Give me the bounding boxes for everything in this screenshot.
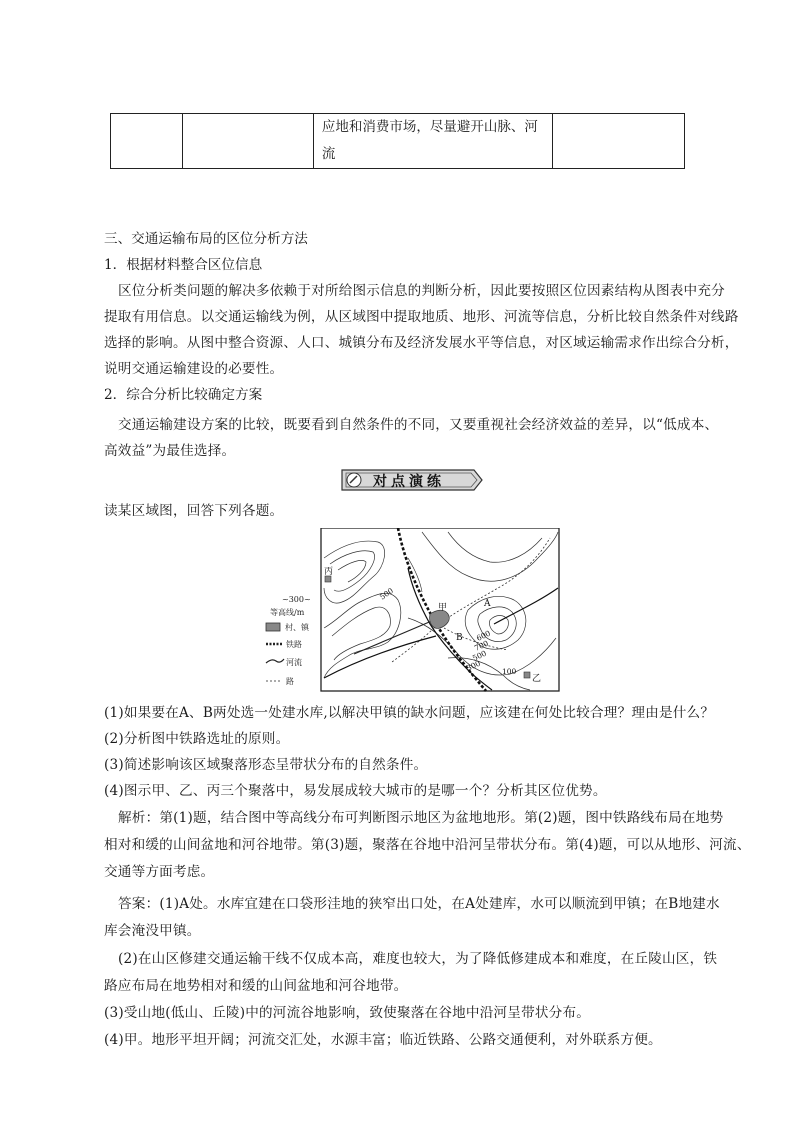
river-icon <box>266 659 284 663</box>
label-contour-500b: 500 <box>471 648 488 663</box>
section-title: 三、交通运输布局的区位分析方法 <box>104 231 308 247</box>
legend-road: 路 <box>286 677 294 686</box>
subheading-1: 1．根据材料整合区位信息 <box>104 257 263 273</box>
label-yi: 乙 <box>532 674 542 684</box>
settlement-yi <box>524 672 530 678</box>
table-cell <box>182 114 313 169</box>
legend-village: 村、镇 <box>285 623 309 632</box>
paragraph-line: 区位分析类问题的解决多依赖于对所给图示信息的判断分析，因此要按照区位因素结构从图表中充分 <box>118 283 725 299</box>
question-4: (4)图示甲、乙、丙三个聚落中，易发展成较大城市的是哪一个？分析其区位优势。 <box>104 783 607 799</box>
continuation-table <box>110 113 685 169</box>
region-map <box>258 528 562 693</box>
legend-contour-label: 等高线/m <box>270 608 305 617</box>
analysis-line: 相对和缓的山间盆地和河谷地带。第(3)题，聚落在谷地中沿河呈带状分布。第(4)题，可以从地形、河流、 <box>104 837 751 853</box>
table-cell-line-1: 应地和消费市场，尽量避开山脉、河 <box>321 119 538 135</box>
paragraph-line: 说明交通运输建设的必要性。 <box>104 361 284 377</box>
answer-1-line: 答案：(1)A处。水库宜建在口袋形洼地的狭窄出口处，在A处建库，水可以顺流到甲镇；在B地建水 <box>118 896 720 912</box>
question-1: (1)如果要在A、B两处选一处建水库,以解决甲镇的缺水问题，应该建在何处比较合理？理由是什么？ <box>104 705 715 721</box>
answer-1-line: 库会淹没甲镇。 <box>104 923 201 939</box>
question-2: (2)分析图中铁路选址的原则。 <box>104 731 290 747</box>
analysis-line: 交通等方面考虑。 <box>104 864 215 880</box>
question-3: (3)简述影响该区域聚落形态呈带状分布的自然条件。 <box>104 757 428 773</box>
paragraph-line: 提取有用信息。以交通运输线为例，从区域图中提取地质、地形、河流等信息，分析比较自然条件对线路 <box>104 309 739 325</box>
banner-label: 对点演练 <box>373 474 445 490</box>
legend-railway: 铁路 <box>286 640 302 649</box>
answer-2-line: (2)在山区修建交通运输干线不仅成本高，难度也较大，为了降低修建成本和难度，在丘陵山区，铁 <box>118 951 718 967</box>
village-icon <box>266 623 280 631</box>
label-contour-700: 700 <box>473 638 490 653</box>
answer-3: (3)受山地(低山、丘陵)中的河流谷地影响，致使聚落在谷地中沿河呈带状分布。 <box>104 1005 591 1021</box>
label-contour-600: 600 <box>475 628 492 643</box>
table-cell <box>111 114 183 169</box>
answer-2-line: 路应布局在地势相对和缓的山间盆地和河谷地带。 <box>104 978 408 994</box>
answer-4: (4)甲。地形平坦开阔；河流交汇处，水源丰富；临近铁路、公路交通便利，对外联系方便。 <box>104 1032 662 1048</box>
label-b: B <box>456 633 463 643</box>
label-contour-100: 100 <box>502 667 517 676</box>
map-legend <box>266 595 311 686</box>
table-cell-text <box>313 114 552 169</box>
table-cell <box>552 114 684 169</box>
label-bing: 丙 <box>324 567 334 577</box>
label-contour-500: 500 <box>377 586 395 602</box>
paragraph-line: 交通运输建设方案的比较，既要看到自然条件的不同，又要重视社会经济效益的差异，以“低成本、 <box>118 417 719 433</box>
analysis-line: 解析：第(1)题，结合图中等高线分布可判断图示地区为盆地地形。第(2)题，图中铁路线布局在地势 <box>118 810 724 826</box>
legend-contour-sample: ~300~ <box>282 595 311 604</box>
legend-river: 河流 <box>286 658 302 667</box>
paragraph-line: 高效益”为最佳选择。 <box>104 443 236 459</box>
table-cell-line-2: 流 <box>321 146 336 162</box>
label-a: A <box>484 599 491 609</box>
table-row <box>111 114 685 169</box>
label-contour-300: 300 <box>465 658 482 673</box>
label-jia: 甲 <box>438 603 448 613</box>
map-intro: 读某区域图，回答下列各题。 <box>104 503 284 519</box>
paragraph-line: 选择的影响。从图中整合资源、人口、城镇分布及经济发展水平等信息，对区域运输需求作出综合分析， <box>104 335 739 351</box>
subheading-2: 2．综合分析比较确定方案 <box>104 387 263 403</box>
